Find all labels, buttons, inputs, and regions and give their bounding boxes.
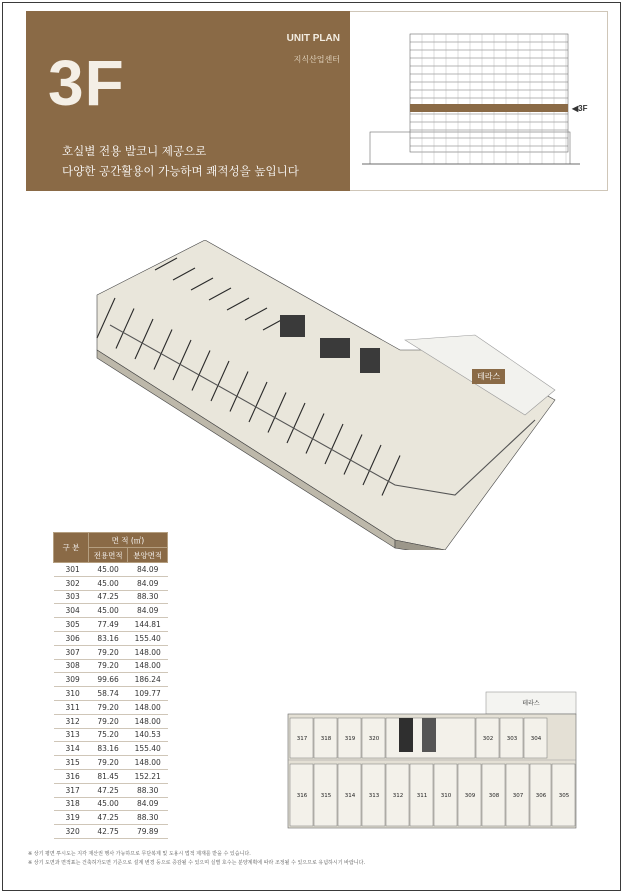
unit-number: 314 xyxy=(54,742,89,756)
unit-number: 312 xyxy=(54,714,89,728)
sale-area: 88.30 xyxy=(128,811,168,825)
plan-unit-label: 317 xyxy=(296,736,308,742)
exclusive-area: 45.00 xyxy=(88,576,128,590)
exclusive-area: 45.00 xyxy=(88,604,128,618)
plan-unit-label: 312 xyxy=(392,793,404,799)
core-stairs xyxy=(280,315,305,337)
exclusive-area: 83.16 xyxy=(88,631,128,645)
sale-area: 152.21 xyxy=(128,769,168,783)
plan-unit-label: 307 xyxy=(512,793,524,799)
table-row xyxy=(54,700,168,714)
exclusive-area: 83.16 xyxy=(88,742,128,756)
desc-line-2: 다양한 공간활용이 가능하며 쾌적성을 높입니다 xyxy=(62,164,299,178)
sale-area: 84.09 xyxy=(128,604,168,618)
table-row xyxy=(54,659,168,673)
col-exclusive-header: 전용면적 xyxy=(88,548,128,563)
col-sale-header: 분양면적 xyxy=(128,548,168,563)
unit-plan-subtitle: 지식산업센터 xyxy=(293,55,340,64)
unit-number: 308 xyxy=(54,659,89,673)
exclusive-area: 79.20 xyxy=(88,645,128,659)
plan-unit-label: 302 xyxy=(482,736,494,742)
col-unit-header: 구 분 xyxy=(54,533,89,563)
plan-unit-label: 308 xyxy=(488,793,500,799)
note-1: ※ 상기 평면 투시도는 지각 재산권 행사 가능하므로 무단복제 및 도용시 법적 제재를 받을 수 있습니다. xyxy=(28,851,251,857)
table-row xyxy=(54,687,168,701)
plan-unit-label: 310 xyxy=(440,793,452,799)
exclusive-area: 99.66 xyxy=(88,673,128,687)
plan-unit-label: 311 xyxy=(416,793,428,799)
core-shaft xyxy=(360,348,380,373)
header-panel xyxy=(26,11,350,191)
table-row xyxy=(54,728,168,742)
plan-unit-label: 304 xyxy=(530,736,542,742)
floor-title: 3F xyxy=(48,47,125,119)
unit-number: 315 xyxy=(54,756,89,770)
plan-core-lift xyxy=(422,718,436,752)
plan-unit-label: 313 xyxy=(368,793,380,799)
unit-number: 303 xyxy=(54,590,89,604)
plan-unit-label: 305 xyxy=(558,793,570,799)
unit-number: 301 xyxy=(54,563,89,577)
unit-number: 307 xyxy=(54,645,89,659)
exclusive-area: 81.45 xyxy=(88,769,128,783)
sale-area: 140.53 xyxy=(128,728,168,742)
table-row xyxy=(54,673,168,687)
unit-number: 310 xyxy=(54,687,89,701)
sale-area: 148.00 xyxy=(128,645,168,659)
plan-unit-label: 320 xyxy=(368,736,380,742)
table-row xyxy=(54,811,168,825)
unit-number: 302 xyxy=(54,576,89,590)
exclusive-area: 45.00 xyxy=(88,797,128,811)
sale-area: 84.09 xyxy=(128,797,168,811)
sale-area: 186.24 xyxy=(128,673,168,687)
exclusive-area: 77.49 xyxy=(88,618,128,632)
building-elevation xyxy=(350,11,608,191)
sale-area: 144.81 xyxy=(128,618,168,632)
table-row xyxy=(54,756,168,770)
table-row xyxy=(54,783,168,797)
plan-unit-label: 316 xyxy=(296,793,308,799)
exclusive-area: 47.25 xyxy=(88,590,128,604)
plan-unit-label: 319 xyxy=(344,736,356,742)
unit-number: 306 xyxy=(54,631,89,645)
plan-unit-label: 303 xyxy=(506,736,518,742)
unit-number: 305 xyxy=(54,618,89,632)
exclusive-area: 45.00 xyxy=(88,563,128,577)
core-elevators xyxy=(320,338,350,358)
unit-number: 311 xyxy=(54,700,89,714)
plan-unit-label: 314 xyxy=(344,793,356,799)
floor-marker: ◀3F xyxy=(572,104,588,113)
unit-number: 318 xyxy=(54,797,89,811)
sale-area: 84.09 xyxy=(128,576,168,590)
note-2: ※ 상기 도면과 면적표는 건축허가도면 기준으로 설계 변경 등으로 증감될 수 있으며 실별 호수는 분양계획에 따라 조정될 수 있으므로 유념하시기 바랍니다. xyxy=(28,860,366,866)
exclusive-area: 79.20 xyxy=(88,659,128,673)
table-row xyxy=(54,797,168,811)
plan-terrace-label: 테라스 xyxy=(522,700,540,707)
floor-plan xyxy=(286,690,578,830)
elevation-drawing xyxy=(350,12,608,192)
footnotes xyxy=(28,850,365,868)
exclusive-area: 42.75 xyxy=(88,825,128,839)
unit-number: 317 xyxy=(54,783,89,797)
unit-number: 320 xyxy=(54,825,89,839)
exclusive-area: 75.20 xyxy=(88,728,128,742)
sale-area: 148.00 xyxy=(128,714,168,728)
table-row xyxy=(54,604,168,618)
plan-unit-label: 318 xyxy=(320,736,332,742)
plan-core-stair xyxy=(399,718,413,752)
exclusive-area: 79.20 xyxy=(88,700,128,714)
table-row xyxy=(54,631,168,645)
unit-number: 304 xyxy=(54,604,89,618)
plan-unit-label: 309 xyxy=(464,793,476,799)
sale-area: 84.09 xyxy=(128,563,168,577)
plan-unit-label: 306 xyxy=(535,793,547,799)
unit-number: 319 xyxy=(54,811,89,825)
table-row xyxy=(54,825,168,839)
plan-unit-label: 315 xyxy=(320,793,332,799)
exclusive-area: 47.25 xyxy=(88,783,128,797)
table-row xyxy=(54,563,168,577)
col-area-header: 면 적 (㎡) xyxy=(88,533,167,548)
unit-plan-label: UNIT PLAN xyxy=(286,33,340,44)
header-description xyxy=(62,141,299,181)
table-row xyxy=(54,590,168,604)
table-row xyxy=(54,618,168,632)
sale-area: 88.30 xyxy=(128,590,168,604)
exclusive-area: 58.74 xyxy=(88,687,128,701)
sale-area: 79.89 xyxy=(128,825,168,839)
table-row xyxy=(54,742,168,756)
sale-area: 148.00 xyxy=(128,700,168,714)
table-row xyxy=(54,645,168,659)
area-table xyxy=(53,532,168,839)
table-row xyxy=(54,769,168,783)
table-row xyxy=(54,576,168,590)
unit-number: 316 xyxy=(54,769,89,783)
desc-line-1: 호실별 전용 발코니 제공으로 xyxy=(62,144,207,158)
exclusive-area: 79.20 xyxy=(88,714,128,728)
sale-area: 148.00 xyxy=(128,659,168,673)
sale-area: 109.77 xyxy=(128,687,168,701)
isometric-floor-plan xyxy=(95,240,565,550)
table-row xyxy=(54,714,168,728)
unit-number: 313 xyxy=(54,728,89,742)
sale-area: 148.00 xyxy=(128,756,168,770)
sale-area: 88.30 xyxy=(128,783,168,797)
exclusive-area: 47.25 xyxy=(88,811,128,825)
sale-area: 155.40 xyxy=(128,631,168,645)
terrace-tag: 테라스 xyxy=(472,369,505,384)
unit-number: 309 xyxy=(54,673,89,687)
exclusive-area: 79.20 xyxy=(88,756,128,770)
sale-area: 155.40 xyxy=(128,742,168,756)
current-floor-band xyxy=(410,104,568,112)
